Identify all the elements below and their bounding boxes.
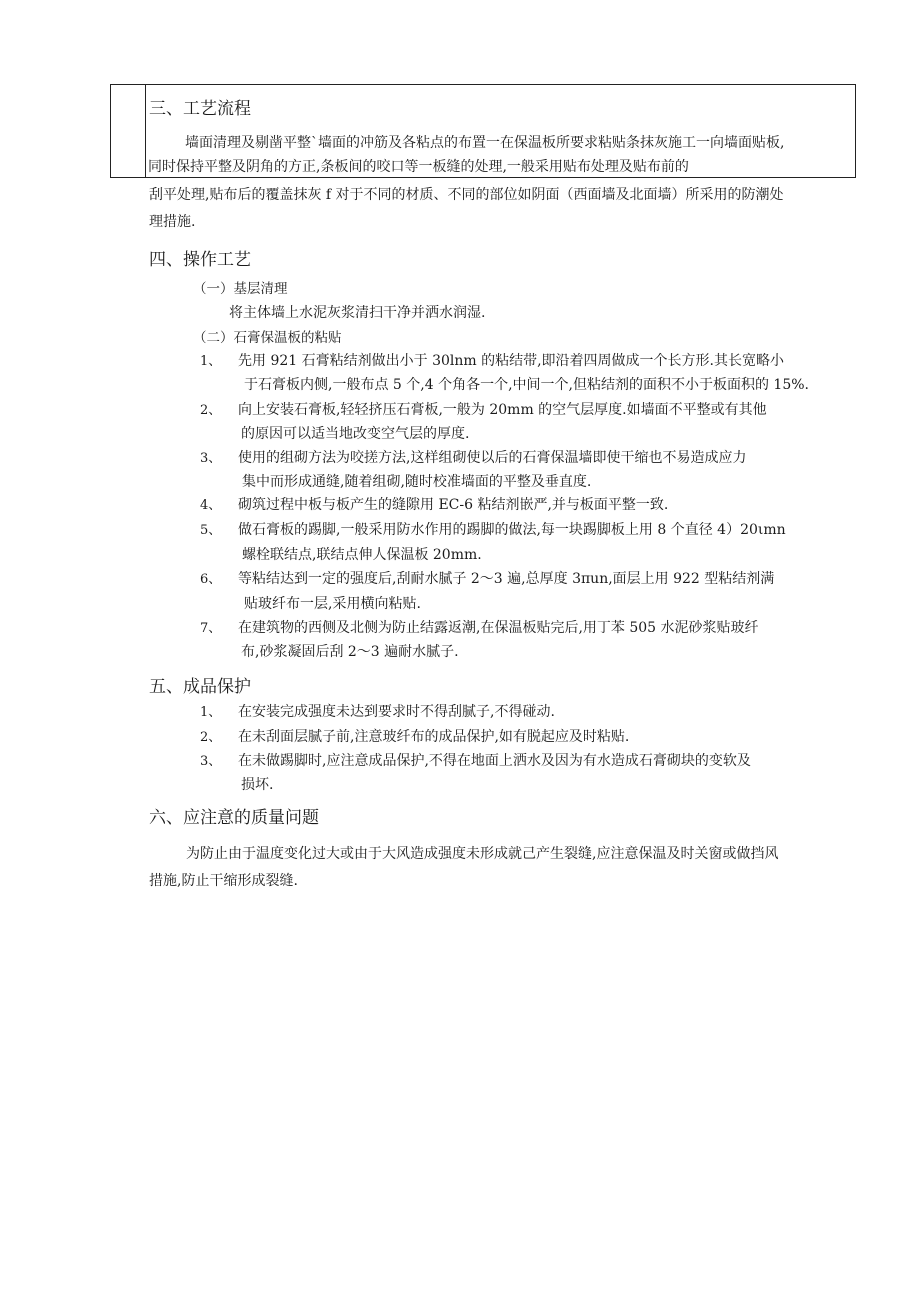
- list-number: 2、: [200, 403, 222, 418]
- list-number: 3、: [200, 451, 222, 466]
- paragraph-line: 刮平处理,贴布后的覆盖抹灰 f 对于不同的材质、不同的部位如阴面（西面墙及北面墙）所采用的防潮处: [149, 187, 784, 203]
- paragraph-line: 墙面清理及剔凿平整`墙面的冲筋及各粘点的布置一在保温板所要求粘贴条抹灰施工一向墙面贴板,: [185, 135, 785, 151]
- section-heading-3: 三、工艺流程: [149, 99, 251, 119]
- list-item-line: 的原因可以适当地改变空气层的厚度.: [241, 426, 470, 442]
- paragraph-line: 将主体墙上水泥灰浆清扫干净并洒水润湿.: [229, 305, 486, 321]
- list-number: 1、: [200, 705, 222, 720]
- subsection-title: （二）石膏保温板的粘贴: [193, 330, 342, 346]
- section-heading-4: 四、操作工艺: [149, 250, 251, 270]
- list-number: 4、: [200, 498, 222, 513]
- subsection-title: （一）基层清理: [193, 281, 288, 297]
- table-column-divider: [145, 84, 146, 178]
- list-number: 2、: [200, 730, 222, 745]
- list-item-line: 在未做踢脚时,应注意成品保护,不得在地面上洒水及因为有水造成石膏砌块的变软及: [238, 753, 751, 769]
- paragraph-line: 措施,防止干缩形成裂缝.: [149, 873, 298, 889]
- section-heading-5: 五、成品保护: [149, 677, 251, 697]
- list-number: 5、: [200, 523, 222, 538]
- list-item-line: 于石膏板内侧,一般布点 5 个,4 个角各一个,中间一个,但粘结剂的面积不小于板面积的 15%.: [244, 377, 809, 393]
- list-item-line: 在建筑物的西侧及北侧为防止结露返潮,在保温板贴完后,用丁苯 505 水泥砂浆贴玻纤: [238, 620, 759, 636]
- paragraph-line: 同时保持平整及阴角的方正,条板间的咬口等一板缝的处理,一般采用贴布处理及贴布前的: [148, 159, 689, 175]
- list-number: 7、: [200, 621, 222, 636]
- list-item-line: 损坏.: [241, 777, 274, 793]
- list-item-line: 向上安装石膏板,轻轻挤压石膏板,一般为 20mm 的空气层厚度.如墙面不平整或有其他: [238, 402, 767, 418]
- list-item-line: 做石膏板的踢脚,一般采用防水作用的踢脚的做法,每一块踢脚板上用 8 个直径 4）20ιmn: [238, 522, 786, 538]
- list-number: 6、: [200, 572, 222, 587]
- list-item-line: 布,砂浆凝固后刮 2～3 遍耐水腻子.: [241, 644, 459, 660]
- list-number: 3、: [200, 754, 222, 769]
- list-item-line: 螺栓联结点,联结点伸人保温板 20mm.: [242, 547, 482, 563]
- list-item-line: 使用的组砌方法为咬搓方法,这样组砌使以后的石膏保温墙即使干缩也不易造成应力: [238, 450, 747, 466]
- list-item-line: 集中而形成通缝,随着组砌,随时校准墙面的平整及垂直度.: [242, 474, 592, 490]
- list-item-line: 等粘结达到一定的强度后,刮耐水腻子 2～3 遍,总厚度 3πun,面层上用 922 型粘结剂满: [238, 571, 775, 587]
- paragraph-line: 理措施.: [149, 214, 196, 230]
- list-item-line: 在未刮面层腻子前,注意玻纤布的成品保护,如有脱起应及时粘贴.: [238, 729, 630, 745]
- list-item-line: 贴玻纤布一层,采用横向粘贴.: [244, 596, 421, 612]
- list-item-line: 在安装完成强度未达到要求时不得刮腻子,不得碰动.: [238, 704, 555, 720]
- list-item-line: 砌筑过程中板与板产生的缝隙用 EC-6 粘结剂嵌严,并与板面平整一致.: [238, 497, 669, 513]
- section-heading-6: 六、应注意的质量问题: [149, 808, 319, 828]
- list-item-line: 先用 921 石膏粘结剂做出小于 30lnm 的粘结带,即沿着四周做成一个长方形.其长宽略小: [238, 353, 785, 369]
- list-number: 1、: [200, 354, 222, 369]
- paragraph-line: 为防止由于温度变化过大或由于大风造成强度未形成就己产生裂缝,应注意保温及时关窗或做挡风: [186, 846, 779, 862]
